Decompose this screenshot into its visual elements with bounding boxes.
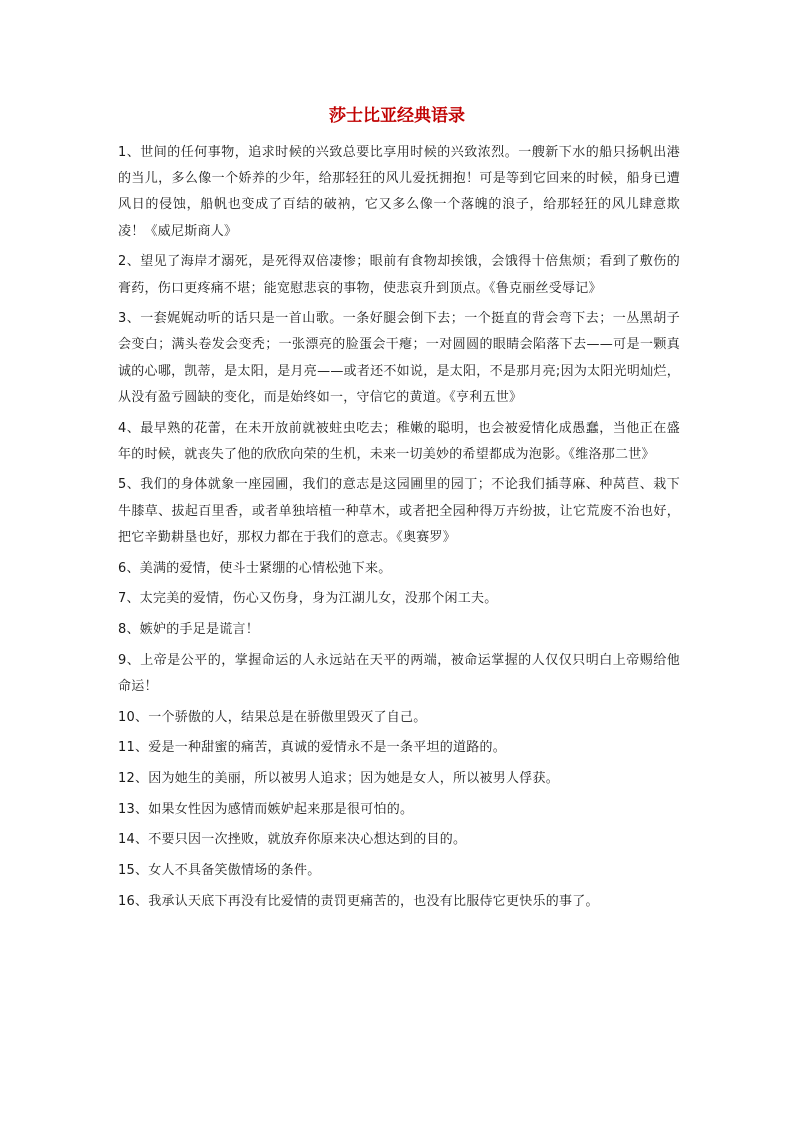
quote-2: 2、望见了海岸才溺死，是死得双倍凄惨；眼前有食物却挨饿，会饿得十倍焦烦；看到了敷伤的膏药，伤口更疼痛不堪；能宽慰悲哀的事物，使悲哀升到顶点。《鲁克丽丝受辱记》 — [118, 254, 680, 296]
quote-15: 15、女人不具备笑傲情场的条件。 — [118, 863, 321, 879]
quote-4: 4、最早熟的花蕾，在未开放前就被蛀虫吃去；稚嫩的聪明，也会被爱情化成愚蠢，当他正在盛年的时候，就丧失了他的欣欣向荣的生机，未来一切美妙的希望都成为泡影。《维洛那二世》 — [118, 420, 680, 462]
quote-12: 12、因为她生的美丽，所以被男人追求；因为她是女人，所以被男人俘获。 — [118, 770, 560, 786]
quote-3: 3、一套娓娓动听的话只是一首山歌。一条好腿会倒下去；一个挺直的背会弯下去；一丛黑胡子会变白；满头卷发会变秃；一张漂亮的脸蛋会干瘪；一对圆圆的眼睛会陷落下去——可是一颗真诚的心哪，凯蒂，是太阳，是月亮——或者还不如说，是太阳，不是那月亮;因为太阳光明灿烂，从没有盈亏圆缺的变化，而是始终如一，守信它的黄道。《亨利五世》 — [118, 311, 680, 405]
quote-8: 8、嫉妒的手足是谎言！ — [118, 621, 260, 637]
quote-13: 13、如果女性因为感情而嫉妒起来那是很可怕的。 — [118, 801, 414, 817]
quote-6: 6、美满的爱情，使斗士紧绷的心情松弛下来。 — [118, 560, 392, 576]
document-title: 莎士比亚经典语录 — [329, 106, 465, 126]
quote-9: 9、上帝是公平的，掌握命运的人永远站在天平的两端，被命运掌握的人仅仅只明白上帝赐给他命运！ — [118, 652, 680, 694]
quote-5: 5、我们的身体就象一座园圃，我们的意志是这园圃里的园丁；不论我们插荨麻、种莴苣、栽下牛膝草、拔起百里香，或者单独培植一种草木，或者把全园种得万卉纷披，让它荒废不治也好，把它辛勤耕垦也好，那权力都在于我们的意志。《奥赛罗》 — [118, 477, 680, 545]
quote-7: 7、太完美的爱情，伤心又伤身，身为江湖儿女，没那个闲工夫。 — [118, 591, 498, 607]
quote-10: 10、一个骄傲的人，结果总是在骄傲里毁灭了自己。 — [118, 709, 427, 725]
quote-list — [118, 140, 680, 915]
quote-1: 1、世间的任何事物，追求时候的兴致总要比享用时候的兴致浓烈。一艘新下水的船只扬帆出港的当儿，多么像一个娇养的少年，给那轻狂的风儿爱抚拥抱！可是等到它回来的时候，船身已遭风日的侵蚀，船帆也变成了百结的破衲，它又多么像一个落魄的浪子，给那轻狂的风儿肆意欺凌！《威尼斯商人》 — [118, 145, 680, 239]
quote-11: 11、爱是一种甜蜜的痛苦，真诚的爱情永不是一条平坦的道路的。 — [118, 740, 507, 756]
quote-14: 14、不要只因一次挫败，就放弃你原来决心想达到的目的。 — [118, 832, 467, 848]
quote-16: 16、我承认天底下再没有比爱情的责罚更痛苦的，也没有比服侍它更快乐的事了。 — [118, 893, 599, 909]
